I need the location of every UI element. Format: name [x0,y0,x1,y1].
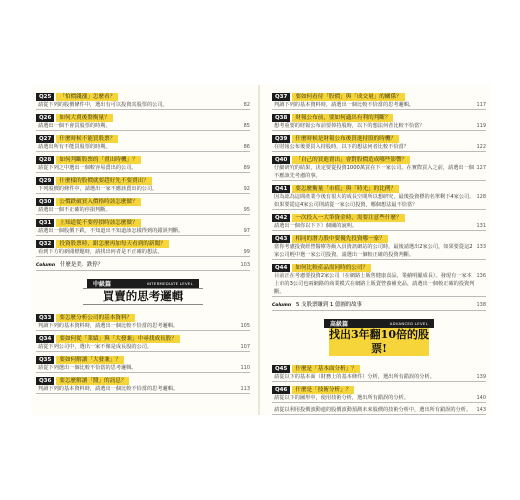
left-column-entry[interactable] [36,261,250,271]
left-page [36,92,250,397]
question-title: 如何大賣後盤衡量？ [56,114,112,122]
intermediate-banner [43,279,243,305]
toc-entry[interactable] [272,134,486,152]
question-description-row [36,385,250,394]
page-number: 143 [476,407,486,413]
question-description-row [272,122,486,131]
toc-entry[interactable] [36,239,250,257]
page-number: 133 [476,244,486,250]
page-number: 140 [476,395,486,401]
question-line [36,134,250,143]
question-line [272,92,486,101]
column-text: 5 支股票賺到 1 億圓的故事 [296,302,362,308]
question-title: 投資股票時，跟怎麼再加每天看到的新聞？ [56,240,168,248]
question-number: Q42 [272,214,290,222]
advanced-banner [279,319,479,356]
column-page: 103 [240,262,250,268]
question-description-row [272,272,486,297]
question-title: 「自己的買進賣出」會對股價造成哪些影響？ [292,156,410,164]
toc-entry[interactable] [36,376,250,394]
question-title: 要如何解讀「大發兼」？ [56,356,124,364]
question-description: 看到下方的新聞標題時，請找出何者是不正確的想法。 [38,249,163,255]
toc-entry[interactable] [272,155,486,181]
question-description: 因為認為這間產業今後有很大的成長空間所以想研究，最後投資標的名單剩下4家公司。如果要從這4家公司則請從一家公司投資，哪個想法最不恰當？ [274,194,475,208]
question-description-row [36,248,250,257]
question-description-row [272,164,486,181]
question-title: 要如何看待「股價」與「成交量」的關係？ [292,93,404,101]
question-number: Q27 [36,135,54,143]
question-line [272,263,486,272]
question-line [272,184,486,193]
toc-entry[interactable] [272,92,486,110]
toc-entry[interactable] [272,364,486,382]
question-description-row [36,143,250,152]
question-title: 什麼是「技術分析」？ [292,386,354,394]
page-number: 122 [476,144,486,150]
question-description: 判讀下列的基本資料時，請選出一個比較不恰當的思考邏輯。 [38,386,179,392]
question-title: 「怕價錢漲」怎麼看？ [56,93,118,101]
column-label: Column [36,263,56,268]
question-line [36,334,250,343]
question-title: 要怎麼衡量「市值」與「時光」的比例？ [292,185,399,193]
question-number: Q46 [272,386,290,394]
book-gutter [258,85,260,415]
question-description: 判讀下列的基本資料時，請選出一個比較不恰當的思考邏輯。 [38,323,179,329]
question-description: 請選出一個不會買股票的時期。 [38,123,111,129]
page-number: 131 [476,223,486,229]
question-description: 請從以下的基本面（財務上的基本條件）分析，選出所有錯誤的分析。 [274,374,435,380]
page-number: 82 [243,102,250,108]
toc-entry[interactable] [272,234,486,260]
question-number: Q45 [272,365,290,373]
question-description-row [272,243,486,260]
question-title: 如何比較產品需同時的公司？ [292,264,371,272]
question-description-row [36,122,250,131]
section-heading: 買賣的思考邏輯 [83,288,203,305]
question-line [36,376,250,385]
toc-entry[interactable] [272,385,486,403]
question-title: 要怎麼解讀「醬」的訊息？ [56,377,129,385]
question-number: Q26 [36,114,54,122]
toc-entry[interactable] [36,155,250,173]
page-number: 92 [243,186,250,192]
question-number: Q30 [36,198,54,206]
question-number: Q37 [272,93,290,101]
left-toc-group-1 [36,92,250,257]
question-description: 請從下列公司中，選出一家不像是成長股的公司。 [38,344,153,350]
level-label-en: ADVANCED LEVEL [389,321,428,326]
column-page: 138 [476,302,486,308]
question-number: Q41 [272,185,290,193]
question-line [36,218,250,227]
question-description-row [272,394,486,403]
question-title: 要怎麼分析公司的基本資料？ [56,314,135,322]
question-description: 請選出所有不能買股票的時期。 [38,144,111,150]
question-line [36,355,250,364]
question-number: Q44 [272,264,290,272]
question-title: 什麼是「基本面分析」？ [292,365,360,373]
question-description-row [272,101,486,110]
question-description-row [36,164,250,173]
question-description: 請從下列之中選出一個較容易賣出的公司。 [38,165,137,171]
toc-entry[interactable] [36,334,250,352]
question-description: 目前正在考慮要投資2家公司（在網路上販售健康食品，業績明顯成長）。發現有一家本上市的3公司也兩網路的商業模式在網路上販賣營養補充品，請選出一個較正確的投資判斷。 [274,273,475,295]
question-number: Q43 [272,235,290,243]
question-number: Q25 [36,93,54,101]
question-line [272,234,486,243]
toc-entry[interactable] [36,176,250,194]
question-title: 什麼樣的股價就要趕好先不要賣出？ [56,177,152,185]
toc-entry[interactable] [272,184,486,210]
toc-entry[interactable] [272,263,486,297]
question-description: 請從下列選出一個比較不恰當的思考邏輯。 [38,365,137,371]
question-line [36,197,250,206]
question-title: 公價跌破買入價格時該怎麼做？ [56,198,140,206]
question-line [272,213,486,222]
question-title: 什麼時候不能買股票？ [56,135,118,143]
column-label: Column [272,303,292,308]
question-description-row [272,373,486,382]
question-number: Q31 [36,219,54,227]
question-number: Q32 [36,240,54,248]
question-title: 如何判斷股票的「賣出時機」？ [56,156,140,164]
page-number: 86 [243,144,250,150]
question-description: 下列股價的條件中，請選出一家不應該賣出的公司。 [38,186,158,192]
page-number: 89 [243,165,250,171]
question-number: Q34 [36,335,54,343]
question-number: Q28 [36,156,54,164]
question-description-row [272,193,486,210]
question-description-row [36,364,250,373]
question-description-row [36,322,250,331]
column-text: 什麼是美．跌停？ [60,262,104,268]
question-title: 上知道從不要停損時該怎麼做？ [56,219,140,227]
right-column-entry[interactable] [272,301,486,311]
toc-entry[interactable] [36,134,250,152]
question-description-row [272,143,486,152]
question-description-row [272,222,486,231]
left-toc-group-2 [36,313,250,394]
question-description: 當你考慮投資經營醫療等級入員資訊網站的公司時，最後請選出2家公司，如果要從這2家公司輕中選一家公司投資，請選出一個較正確的投資判斷。 [274,244,473,258]
page-number: 107 [240,344,250,350]
question-description-row [272,406,486,415]
toc-entry[interactable] [36,313,250,331]
question-description: 請選出一個你以下下）個關的說明。 [274,223,358,229]
toc-entry[interactable] [272,113,486,131]
right-toc-group-2 [272,364,486,415]
page-number: 85 [243,123,250,129]
question-description: 請從以下的圖形中，使用技術分析，選出所有錯誤的分析。 [274,395,409,401]
page-number: 105 [240,323,250,329]
question-description: 請選出一個不正確的停損判斷。 [38,207,111,213]
question-line [272,364,486,373]
question-line [36,113,250,122]
question-number: Q35 [36,356,54,364]
question-title: 財報公布前，要如何適出有利的判斷？ [292,114,393,122]
question-title: 要如何從「業績」與「大發兼」中尋找成長股？ [56,335,179,343]
question-description: 判讀下列的基本資料時，請選出一個比較不恰當的思考邏輯。 [274,102,415,108]
toc-entry[interactable] [36,355,250,373]
toc-entry[interactable] [36,113,250,131]
toc-entry[interactable] [36,92,250,110]
question-number: Q29 [36,177,54,185]
question-line [272,113,486,122]
question-description-row [36,206,250,215]
level-label: 中級篇 [93,281,112,288]
page-number: 110 [240,365,250,371]
question-description-row [36,343,250,352]
page-number: 139 [476,374,486,380]
question-line [272,155,486,164]
question-description-row [36,227,250,236]
toc-entry[interactable] [272,406,486,415]
level-label: 高級篇 [330,321,349,328]
question-title: 什麼時候是財報公布後買進持股的時機？ [292,135,399,143]
question-number: Q39 [272,135,290,143]
question-number: Q38 [272,114,290,122]
question-description: 想考重要的財報公布前要掉持股時，以下的想法何者比較不恰當？ [274,123,425,129]
question-description: 請選出一個股價下跌，不知道出不知道該怎樣得到的錯誤判斷。 [38,228,184,234]
toc-entry[interactable] [272,213,486,231]
question-line [36,92,250,101]
toc-entry[interactable] [36,218,250,236]
page-number: 119 [476,123,486,129]
question-number: Q36 [36,377,54,385]
question-number: Q33 [36,314,54,322]
page-number: 117 [476,102,486,108]
question-description: 仔細研究的結果，決定要從投資1000萬買在下一家公司。在實際買入之前，請選出一個不應該先考慮的事。 [274,165,474,179]
section-heading: 找出3年翻10倍的股票! [329,328,429,355]
question-title: 一次投入一大筆資金時，需要注意些什麼？ [292,214,404,222]
page-number: 113 [240,386,250,392]
page-number: 95 [243,207,250,213]
page-number: 136 [476,273,486,279]
question-description: 請從以利用投價波動連的股價波動預測未來股價的技術分析中，選出所有錯誤的分析。 [274,407,472,413]
page-number: 128 [476,194,486,200]
right-page [272,92,486,418]
page-number: 97 [243,228,250,234]
page-number: 99 [243,249,250,255]
question-line [36,239,250,248]
level-label-en: INTERMEDIATE LEVEL [146,281,193,286]
question-description-row [36,101,250,110]
question-line [272,134,486,143]
question-line [36,155,250,164]
toc-entry[interactable] [36,197,250,215]
question-description: 請從下列的股價條件中，選出有可以投資其股票的公司。 [38,102,168,108]
question-title: 相同的潛力股中要優先投資哪一家？ [292,235,388,243]
question-description-row [36,185,250,194]
right-toc-group-1 [272,92,486,297]
question-line [36,313,250,322]
question-line [272,385,486,394]
question-line [36,176,250,185]
page-number: 127 [476,165,486,171]
question-number: Q40 [272,156,290,164]
question-description: 在財報公布後要買入持股時，以下的想法何者比較不恰當？ [274,144,409,150]
